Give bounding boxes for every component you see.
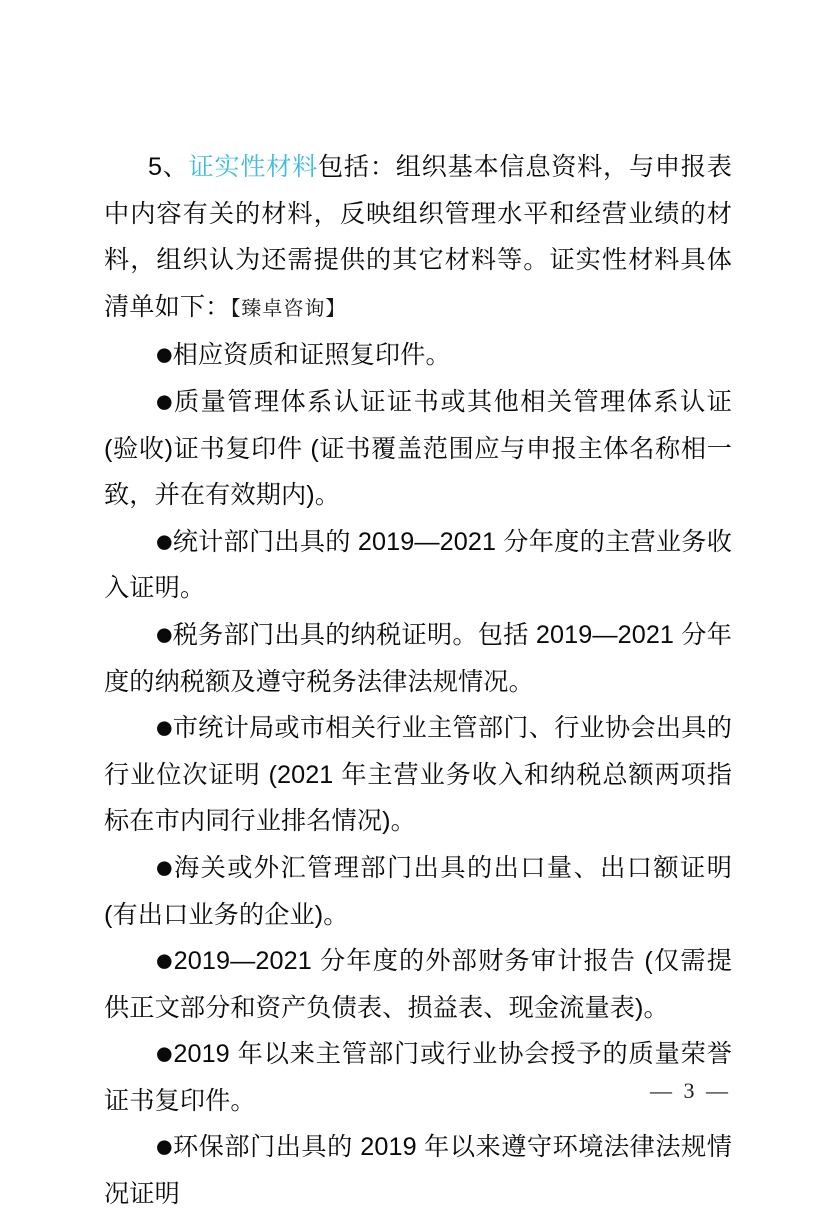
bullet-icon: ● (156, 716, 173, 739)
bullet-icon: ● (156, 530, 173, 553)
bullet-item-5 (104, 705, 732, 845)
bullet-item-2 (104, 379, 732, 519)
highlighted-term: 证实性材料 (188, 153, 319, 181)
bullet-item-9 (104, 1124, 732, 1217)
bullet-item-6 (104, 845, 732, 938)
watermark-label: 【臻卓咨询】 (230, 297, 347, 320)
bullet-item-3 (104, 519, 732, 612)
bullet-icon: ● (156, 949, 174, 972)
bullet-item-text: 海关或外汇管理部门出具的出口量、出口额证明 (有出口业务的企业)。 (104, 853, 732, 929)
bullet-item-text: 税务部门出具的纳税证明。包括 2019—2021 分年度的纳税额及遵守税务法律法规情况。 (104, 620, 732, 696)
bullet-item-text: 2019 年以来主管部门或行业协会授予的质量荣誉证书复印件。 (104, 1040, 732, 1115)
bullet-icon: ● (156, 343, 173, 366)
bullet-item-text: 相应资质和证照复印件。 (172, 341, 451, 370)
bullet-icon: ● (156, 1135, 173, 1158)
bullet-item-text: 环保部门出具的 2019 年以来遵守环境法律法规情况证明 (104, 1133, 732, 1209)
page-number: — 3 — (650, 1078, 731, 1103)
bullet-item-text: 市统计局或市相关行业主管部门、行业协会出具的行业位次证明 (2021 年主营业务收入和纳税总额两项指标在市内同行业排名情况)。 (104, 714, 732, 836)
bullet-icon: ● (156, 390, 174, 413)
lead-paragraph-body: 包括：组织基本信息资料，与申报表中内容有关的材料，反映组织管理水平和经营业绩的材料，组织认为还需提供的其它材料等。证实性材料具体清单如下： (104, 153, 732, 321)
bullet-icon: ● (156, 623, 173, 646)
bullet-icon: ● (156, 856, 174, 879)
bullet-item-text: 统计部门出具的 2019—2021 分年度的主营业务收入证明。 (104, 527, 732, 603)
bullet-item-4 (104, 612, 732, 705)
paragraph-lead-item-5 (104, 144, 732, 332)
bullet-item-1 (104, 332, 732, 379)
document-body (104, 144, 732, 1218)
list-number-marker: 5、 (148, 153, 189, 181)
bullet-item-text: 质量管理体系认证证书或其他相关管理体系认证(验收)证书复印件 (证书覆盖范围应与申报主体名称相一致，并在有效期内)。 (104, 387, 732, 510)
bullet-item-text: 2019—2021 分年度的外部财务审计报告 (仅需提供正文部分和资产负债表、损益表、现金流量表)。 (104, 947, 732, 1022)
bullet-item-7 (104, 938, 732, 1031)
bullet-icon: ● (156, 1042, 174, 1065)
